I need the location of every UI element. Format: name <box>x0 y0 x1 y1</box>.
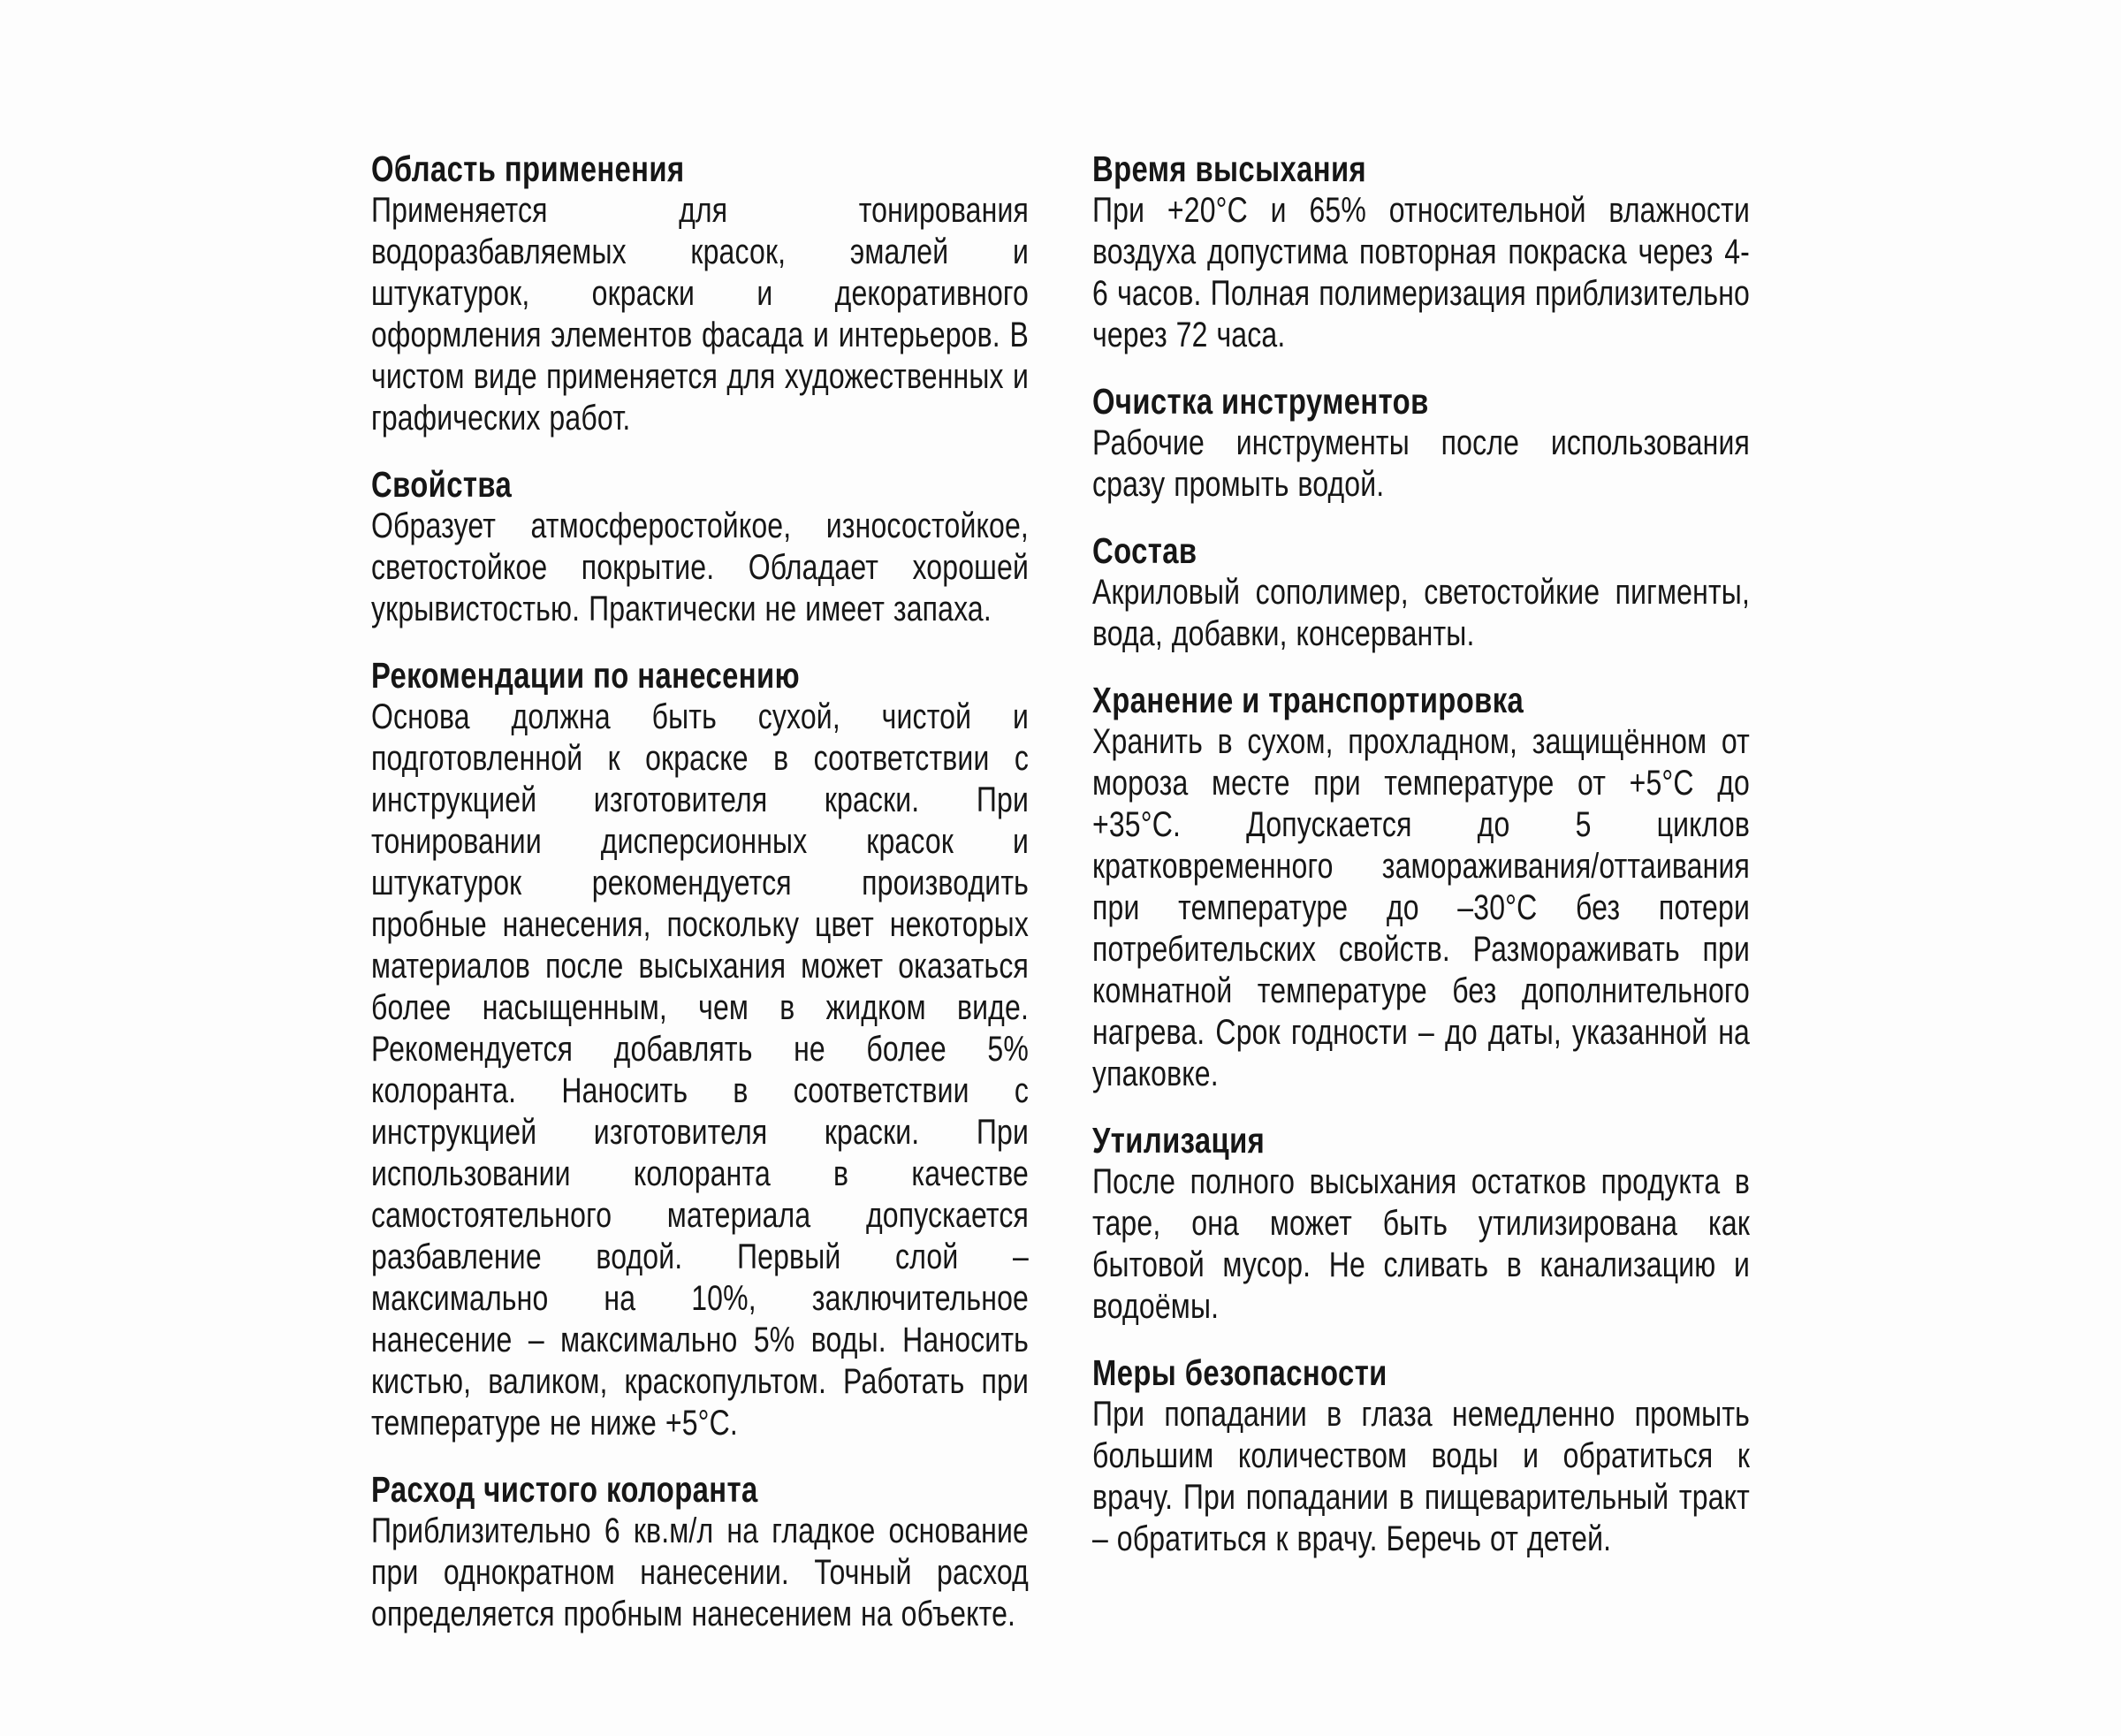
section-heading: Время высыхания <box>1092 148 1367 189</box>
section-properties <box>371 464 1029 630</box>
section-safety-measures <box>1092 1352 1750 1560</box>
section-heading: Утилизация <box>1092 1120 1266 1161</box>
section-heading: Состав <box>1092 530 1197 571</box>
section-heading: Область применения <box>371 148 685 189</box>
section-body: Образует атмосферостойкое, износостойкое, светостойкое покрытие. Обладает хорошей укрывистостью. Практически не имеет запаха. <box>371 506 1029 628</box>
section-storage-transport <box>1092 680 1750 1095</box>
section-application-recommendations <box>371 655 1029 1444</box>
section-body: Приблизительно 6 кв.м/л на гладкое основание при однократном нанесении. Точный расход определяется пробным нанесением на объекте. <box>371 1511 1029 1633</box>
section-heading: Расход чистого колоранта <box>371 1469 758 1510</box>
section-body: Применяется для тонирования водоразбавляемых красок, эмалей и штукатурок, окраски и декоративного оформления элементов фасада и интерьеров. В чистом виде применяется для художественных и графических работ. <box>371 191 1029 438</box>
section-disposal <box>1092 1120 1750 1328</box>
section-body: При +20°C и 65% относительной влажности воздуха допустима повторная покраска через 4-6 часов. Полная полимеризация приблизительно через 72 часа. <box>1092 191 1750 354</box>
two-column-text <box>371 148 1750 1635</box>
section-body: Рабочие инструменты после использования сразу промыть водой. <box>1092 423 1750 504</box>
section-heading: Очистка инструментов <box>1092 381 1429 422</box>
right-column <box>1092 148 1750 1635</box>
section-heading: Меры безопасности <box>1092 1352 1387 1393</box>
section-body: Акриловый сополимер, светостойкие пигменты, вода, добавки, консерванты. <box>1092 573 1750 653</box>
section-colorant-consumption <box>371 1469 1029 1635</box>
section-drying-time <box>1092 148 1750 356</box>
section-heading: Свойства <box>371 464 513 505</box>
section-body: После полного высыхания остатков продукта в таре, она может быть утилизирована как бытовой мусор. Не сливать в канализацию и водоёмы. <box>1092 1162 1750 1326</box>
section-composition <box>1092 530 1750 655</box>
section-tool-cleaning <box>1092 381 1750 506</box>
left-column <box>371 148 1029 1635</box>
section-heading: Хранение и транспортировка <box>1092 680 1524 720</box>
section-body: Основа должна быть сухой, чистой и подготовленной к окраске в соответствии с инструкцией изготовителя краски. При тонировании дисперсионных красок и штукатурок рекомендуется производить пробные нанесения, поскольку цвет некоторых материалов после высыхания может оказаться более насыщенным, чем в жидком виде. Рекомендуется добавлять не более 5% колоранта. Наносить в соответствии с инструкцией изготовителя краски. При использовании колоранта в качестве самостоятельного материала допускается разбавление водой. Первый слой – максимально на 10%, заключительное нанесение – максимально 5% воды. Наносить кистью, валиком, краскопультом. Работать при температуре не ниже +5°C. <box>371 697 1029 1443</box>
section-heading: Рекомендации по нанесению <box>371 655 800 696</box>
section-application-area <box>371 148 1029 439</box>
section-body: При попадании в глаза немедленно промыть большим количеством воды и обратиться к врачу. При попадании в пищеварительный тракт – обратиться к врачу. Беречь от детей. <box>1092 1395 1750 1558</box>
section-body: Хранить в сухом, прохладном, защищённом от мороза месте при температуре от +5°C до +35°C. Допускается до 5 циклов кратковременного замораживания/оттаивания при температуре до –30°C без потери потребительских свойств. Размораживать при комнатной температуре без дополнительного нагрева. Срок годности – до даты, указанной на упаковке. <box>1092 722 1750 1093</box>
